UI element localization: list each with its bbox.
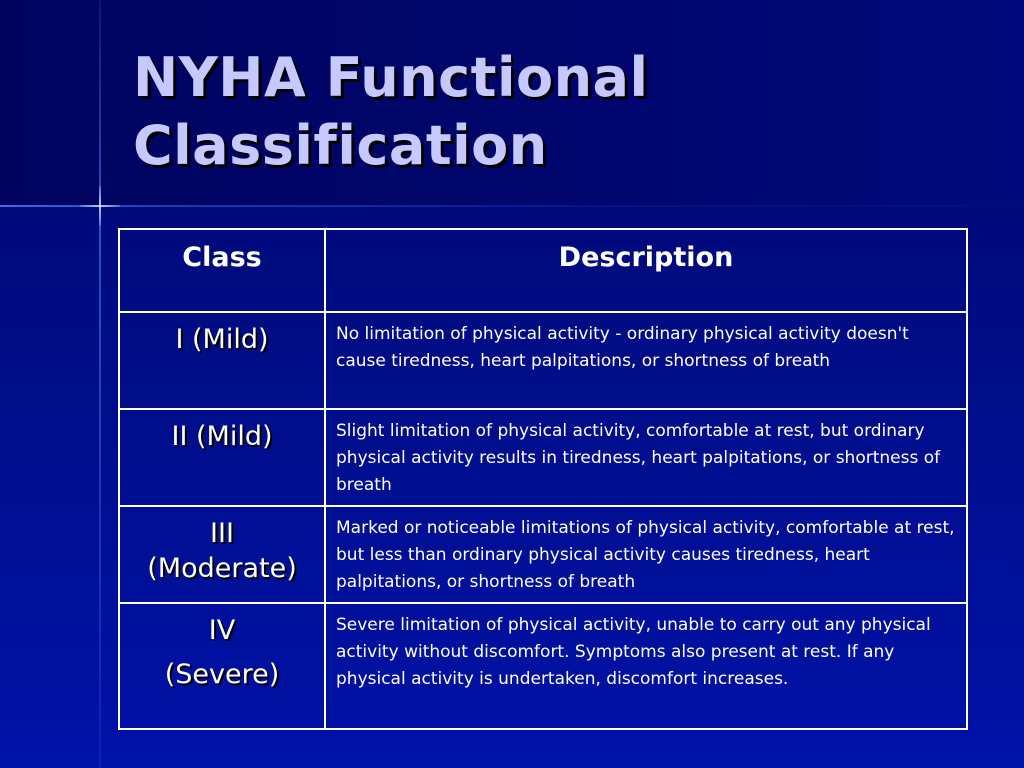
class-label-line-2: (Moderate) <box>147 553 297 584</box>
description-cell: Severe limitation of physical activity, unable to carry out any physical activity without discomfort. Symptoms also present at rest. If any physical activity is undertaken, discomfort increases. <box>325 603 967 729</box>
classification-table-container <box>118 228 968 730</box>
description-cell: Slight limitation of physical activity, comfortable at rest, but ordinary physical activity results in tiredness, heart palpitations, or shortness of breath <box>325 409 967 506</box>
table-row <box>119 506 967 603</box>
decorative-vertical-line <box>99 0 101 768</box>
decorative-horizontal-line <box>0 205 1024 207</box>
slide-title-line-2: Classification <box>133 114 548 177</box>
header-description: Description <box>325 229 967 312</box>
class-cell <box>119 312 325 409</box>
description-cell: Marked or noticeable limitations of physical activity, comfortable at rest, but less than ordinary physical activity causes tiredness, heart palpitations, or shortness of breath <box>325 506 967 603</box>
table-row <box>119 603 967 729</box>
classification-table <box>118 228 968 730</box>
class-label-line-1: IV <box>208 615 236 646</box>
class-label-line-1: III <box>210 518 234 549</box>
class-cell <box>119 506 325 603</box>
class-cell <box>119 603 325 729</box>
description-cell: No limitation of physical activity - ordinary physical activity doesn't cause tiredness, heart palpitations, or shortness of breath <box>325 312 967 409</box>
class-label: II (Mild) <box>171 421 273 452</box>
class-label-line-2: (Severe) <box>164 659 280 690</box>
slide-title-line-1: NYHA Functional <box>133 46 649 109</box>
class-cell <box>119 409 325 506</box>
slide-title <box>133 44 953 180</box>
class-label: I (Mild) <box>175 324 269 355</box>
table-header-row <box>119 229 967 312</box>
header-class: Class <box>119 229 325 312</box>
table-row <box>119 409 967 506</box>
table-row <box>119 312 967 409</box>
